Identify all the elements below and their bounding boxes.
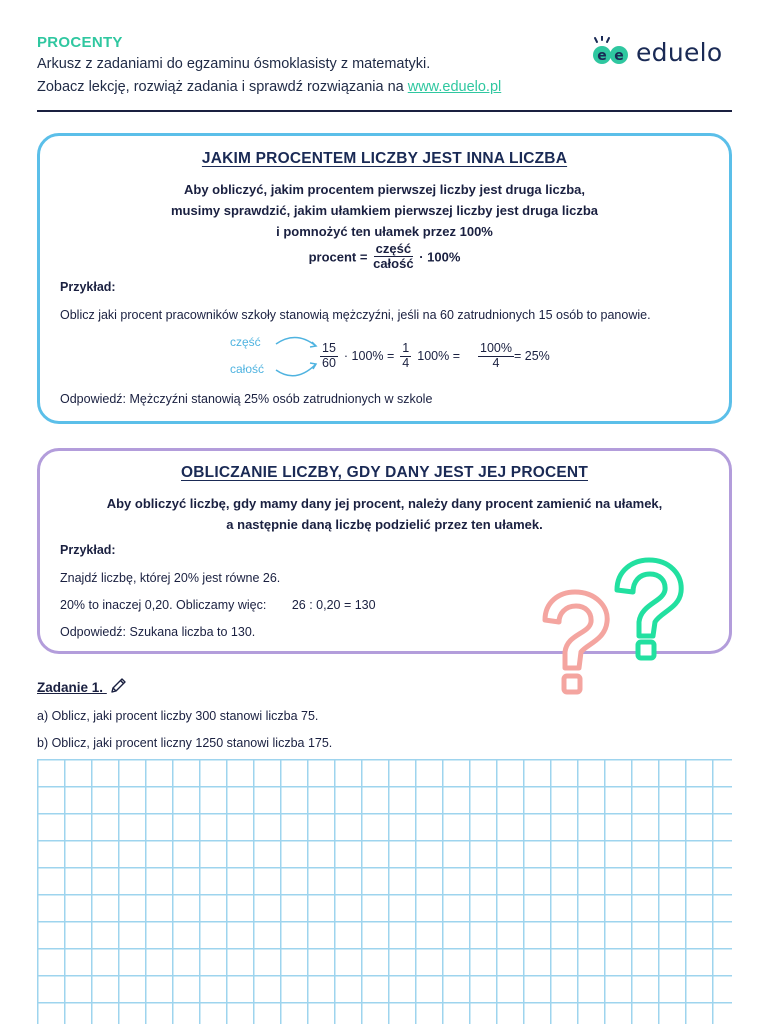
svg-text:e: e [597, 48, 607, 64]
calc-f2-den: 4 [402, 355, 410, 370]
task1-b: b) Oblicz, jaki procent liczny 1250 stanowi liczba 175. [37, 736, 333, 750]
section1-example-text: Oblicz jaki procent pracowników szkoły stanowią mężczyźni, jeśli na 60 zatrudnionych 15 osób to panowie. [60, 308, 651, 322]
question-mark-icon [535, 548, 700, 703]
calc-fraction-3 [478, 342, 514, 371]
calc-result: = 25% [513, 349, 550, 364]
label-part: część [230, 335, 261, 349]
calc-f3-num: 100% [480, 341, 512, 355]
logo-text: eduelo [636, 37, 723, 67]
example-calculation [320, 342, 550, 371]
calc-f1-num: 15 [322, 341, 336, 355]
calc-f3-den: 4 [492, 355, 500, 370]
section2-answer: Odpowiedź: Szukana liczba to 130. [60, 625, 256, 639]
section1-intro-2: musimy sprawdzić, jakim ułamkiem pierwszej liczby jest druga liczba [171, 203, 598, 218]
formula-left: procent = [308, 249, 368, 265]
task1-title-text: Zadanie 1. [37, 680, 104, 695]
section1-intro-3: i pomnożyć ten ułamek przez 100% [276, 224, 493, 239]
task1-title [37, 678, 128, 695]
formula-right: · 100% [419, 249, 461, 265]
answer-grid[interactable] [37, 759, 732, 1024]
section1-example-label: Przykład: [60, 280, 116, 294]
section2-example-label: Przykład: [60, 543, 116, 557]
header-divider [37, 110, 732, 112]
calc-fraction-1 [320, 342, 338, 371]
section2-line-2-text: 20% to inaczej 0,20. Obliczamy więc: [60, 598, 267, 612]
section2-intro-1: Aby obliczyć liczbę, gdy mamy dany jej procent, należy dany procent zamienić na ułamek, [106, 496, 663, 511]
calc-f2-num: 1 [402, 341, 410, 355]
svg-text:e: e [614, 48, 624, 64]
calc-op1: · 100% = [343, 349, 395, 364]
eduelo-logo[interactable] [592, 36, 723, 68]
calc-f1-den: 60 [322, 355, 336, 370]
header-line-2-text: Zobacz lekcję, rozwiąż zadania i sprawdź rozwiązania na [37, 79, 408, 95]
header-line-2 [37, 79, 501, 95]
header-line-1: Arkusz z zadaniami do egzaminu ósmoklasisty z matematyki. [37, 56, 431, 72]
calc-op2: 100% = [417, 349, 460, 364]
formula-denominator: całość [373, 256, 414, 272]
formula-fraction [371, 242, 415, 272]
page-title: PROCENTY [37, 34, 123, 51]
section2-intro-2: a następnie daną liczbę podzielić przez ten ułamek. [226, 517, 543, 532]
section2-line-2-calc: 26 : 0,20 = 130 [291, 598, 376, 612]
website-link[interactable]: www.eduelo.pl [407, 79, 502, 95]
section2-title: OBLICZANIE LICZBY, GDY DANY JEST JEJ PROCENT [181, 464, 588, 481]
section2-line-1: Znajdź liczbę, której 20% jest równe 26. [60, 571, 281, 585]
task1-a: a) Oblicz, jaki procent liczby 300 stanowi liczba 75. [37, 709, 319, 723]
section1-title: JAKIM PROCENTEM LICZBY JEST INNA LICZBA [201, 150, 568, 167]
percent-formula [40, 242, 729, 272]
formula-numerator: część [375, 241, 412, 256]
section2-line-2 [60, 598, 376, 612]
label-whole: całość [230, 362, 265, 376]
calc-fraction-2 [400, 342, 411, 371]
pencil-icon [110, 678, 128, 694]
arrows-icon [272, 332, 322, 382]
section-percent-of-number [37, 133, 732, 424]
eduelo-logo-icon [592, 36, 630, 68]
section1-answer: Odpowiedź: Mężczyźni stanowią 25% osób zatrudnionych w szkole [60, 392, 433, 406]
section1-intro-1: Aby obliczyć, jakim procentem pierwszej liczby jest druga liczba, [184, 182, 585, 197]
